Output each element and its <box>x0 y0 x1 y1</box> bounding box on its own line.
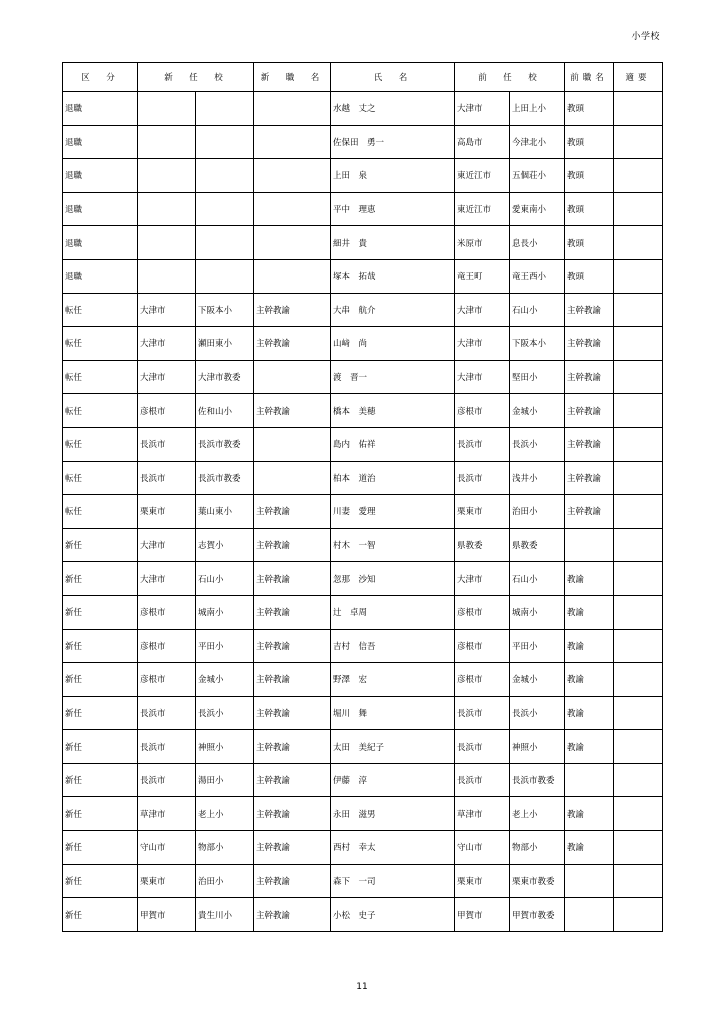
cell-new-city: 大津市 <box>138 293 196 327</box>
cell-prev-title: 主幹教諭 <box>565 461 614 495</box>
cell-note <box>614 327 663 361</box>
cell-note <box>614 461 663 495</box>
table-row <box>63 360 663 394</box>
cell-note <box>614 898 663 932</box>
cell-prev-title: 教諭 <box>565 562 614 596</box>
cell-note <box>614 864 663 898</box>
cell-kubun: 新任 <box>63 763 138 797</box>
cell-new-city <box>138 226 196 260</box>
cell-prev-school: 下阪本小 <box>510 327 565 361</box>
page-number: 11 <box>356 982 368 992</box>
table-row <box>63 797 663 831</box>
cell-new-school: 物部小 <box>196 831 254 865</box>
cell-kubun: 新任 <box>63 898 138 932</box>
cell-new-school: 長浜小 <box>196 696 254 730</box>
cell-name: 川妻 愛理 <box>331 495 455 529</box>
header-new-school: 新 任 校 <box>138 63 254 92</box>
category-label: 小学校 <box>631 32 660 42</box>
cell-new-school: 神照小 <box>196 730 254 764</box>
header-note: 適要 <box>614 63 663 92</box>
cell-prev-school: 栗東市教委 <box>510 864 565 898</box>
cell-new-title <box>254 360 331 394</box>
cell-prev-city: 彦根市 <box>455 394 510 428</box>
cell-prev-title: 主幹教諭 <box>565 427 614 461</box>
cell-prev-school: 石山小 <box>510 293 565 327</box>
cell-new-title: 主幹教諭 <box>254 595 331 629</box>
cell-prev-title: 教頭 <box>565 159 614 193</box>
cell-prev-school: 石山小 <box>510 562 565 596</box>
cell-new-title: 主幹教諭 <box>254 293 331 327</box>
cell-prev-city: 竜王町 <box>455 259 510 293</box>
table-row <box>63 259 663 293</box>
cell-prev-title: 教頭 <box>565 125 614 159</box>
table-row <box>63 159 663 193</box>
cell-note <box>614 394 663 428</box>
cell-new-title <box>254 461 331 495</box>
table-row <box>63 562 663 596</box>
cell-name: 森下 一司 <box>331 864 455 898</box>
cell-name: 柏本 道治 <box>331 461 455 495</box>
cell-new-city: 大津市 <box>138 528 196 562</box>
cell-note <box>614 663 663 697</box>
cell-kubun: 退職 <box>63 259 138 293</box>
cell-new-title: 主幹教諭 <box>254 864 331 898</box>
cell-prev-school: 治田小 <box>510 495 565 529</box>
header-new-title: 新 職 名 <box>254 63 331 92</box>
cell-new-school: 大津市教委 <box>196 360 254 394</box>
cell-new-title <box>254 92 331 126</box>
cell-prev-title: 教諭 <box>565 629 614 663</box>
cell-name: 小松 史子 <box>331 898 455 932</box>
cell-new-school: 長浜市教委 <box>196 427 254 461</box>
cell-name: 永田 滋男 <box>331 797 455 831</box>
table-row <box>63 293 663 327</box>
cell-prev-title <box>565 528 614 562</box>
table-row <box>63 495 663 529</box>
cell-note <box>614 595 663 629</box>
cell-note <box>614 797 663 831</box>
cell-new-city: 彦根市 <box>138 595 196 629</box>
cell-prev-city: 県教委 <box>455 528 510 562</box>
cell-note <box>614 92 663 126</box>
cell-name: 堀川 舞 <box>331 696 455 730</box>
cell-new-title: 主幹教諭 <box>254 663 331 697</box>
cell-kubun: 新任 <box>63 629 138 663</box>
cell-new-title <box>254 192 331 226</box>
cell-new-school: 老上小 <box>196 797 254 831</box>
cell-kubun: 退職 <box>63 192 138 226</box>
cell-note <box>614 629 663 663</box>
cell-kubun: 転任 <box>63 293 138 327</box>
cell-prev-title <box>565 864 614 898</box>
table-row <box>63 831 663 865</box>
cell-prev-city: 東近江市 <box>455 159 510 193</box>
cell-prev-title: 教諭 <box>565 663 614 697</box>
cell-prev-school: 今津北小 <box>510 125 565 159</box>
table-header-row <box>63 63 663 92</box>
header-kubun: 区 分 <box>63 63 138 92</box>
cell-prev-school: 県教委 <box>510 528 565 562</box>
cell-name: 西村 幸太 <box>331 831 455 865</box>
cell-name: 辻 卓周 <box>331 595 455 629</box>
cell-new-city <box>138 125 196 159</box>
cell-note <box>614 125 663 159</box>
cell-prev-title: 教諭 <box>565 696 614 730</box>
cell-new-title: 主幹教諭 <box>254 696 331 730</box>
cell-note <box>614 226 663 260</box>
cell-new-school: 貴生川小 <box>196 898 254 932</box>
cell-kubun: 新任 <box>63 797 138 831</box>
cell-name: 水越 丈之 <box>331 92 455 126</box>
cell-new-title: 主幹教諭 <box>254 562 331 596</box>
cell-new-title <box>254 125 331 159</box>
cell-prev-school: 物部小 <box>510 831 565 865</box>
cell-kubun: 新任 <box>63 696 138 730</box>
cell-note <box>614 192 663 226</box>
cell-name: 渡 晋一 <box>331 360 455 394</box>
cell-prev-school: 浅井小 <box>510 461 565 495</box>
cell-prev-school: 金城小 <box>510 394 565 428</box>
cell-kubun: 退職 <box>63 125 138 159</box>
cell-prev-city: 大津市 <box>455 327 510 361</box>
table-row <box>63 125 663 159</box>
cell-prev-school: 五個荘小 <box>510 159 565 193</box>
cell-kubun: 新任 <box>63 528 138 562</box>
cell-prev-title: 主幹教諭 <box>565 360 614 394</box>
cell-new-title: 主幹教諭 <box>254 327 331 361</box>
cell-new-city: 草津市 <box>138 797 196 831</box>
cell-kubun: 新任 <box>63 562 138 596</box>
cell-prev-school: 息長小 <box>510 226 565 260</box>
cell-new-city: 大津市 <box>138 360 196 394</box>
cell-note <box>614 293 663 327</box>
cell-kubun: 転任 <box>63 427 138 461</box>
cell-name: 山﨑 尚 <box>331 327 455 361</box>
table-row <box>63 327 663 361</box>
cell-kubun: 新任 <box>63 663 138 697</box>
cell-new-school: 石山小 <box>196 562 254 596</box>
cell-prev-city: 長浜市 <box>455 763 510 797</box>
cell-new-title <box>254 427 331 461</box>
cell-prev-school: 老上小 <box>510 797 565 831</box>
cell-new-title: 主幹教諭 <box>254 763 331 797</box>
cell-prev-school: 愛東南小 <box>510 192 565 226</box>
cell-prev-school: 城南小 <box>510 595 565 629</box>
cell-new-city: 彦根市 <box>138 663 196 697</box>
cell-name: 吉村 信吾 <box>331 629 455 663</box>
cell-new-title: 主幹教諭 <box>254 528 331 562</box>
cell-new-school: 金城小 <box>196 663 254 697</box>
cell-prev-city: 長浜市 <box>455 427 510 461</box>
cell-new-city: 彦根市 <box>138 394 196 428</box>
header-prev-title: 前職名 <box>565 63 614 92</box>
cell-note <box>614 562 663 596</box>
cell-new-city <box>138 92 196 126</box>
cell-new-title <box>254 259 331 293</box>
cell-prev-city: 大津市 <box>455 293 510 327</box>
cell-new-city: 彦根市 <box>138 629 196 663</box>
cell-new-school <box>196 125 254 159</box>
table-row <box>63 864 663 898</box>
cell-name: 平中 理恵 <box>331 192 455 226</box>
cell-note <box>614 427 663 461</box>
cell-prev-title: 教諭 <box>565 831 614 865</box>
cell-prev-city: 守山市 <box>455 831 510 865</box>
cell-kubun: 退職 <box>63 226 138 260</box>
cell-kubun: 転任 <box>63 327 138 361</box>
cell-name: 野澤 宏 <box>331 663 455 697</box>
cell-name: 細井 貴 <box>331 226 455 260</box>
cell-name: 太田 美紀子 <box>331 730 455 764</box>
cell-note <box>614 730 663 764</box>
table-row <box>63 427 663 461</box>
cell-note <box>614 360 663 394</box>
cell-prev-title: 主幹教諭 <box>565 327 614 361</box>
cell-prev-city: 東近江市 <box>455 192 510 226</box>
cell-prev-school: 神照小 <box>510 730 565 764</box>
cell-prev-title <box>565 763 614 797</box>
cell-prev-title <box>565 898 614 932</box>
cell-new-city: 長浜市 <box>138 730 196 764</box>
cell-prev-city: 長浜市 <box>455 696 510 730</box>
cell-new-city: 栗東市 <box>138 495 196 529</box>
cell-new-school <box>196 259 254 293</box>
cell-new-school: 長浜市教委 <box>196 461 254 495</box>
cell-prev-city: 栗東市 <box>455 495 510 529</box>
cell-new-city: 栗東市 <box>138 864 196 898</box>
table-row <box>63 461 663 495</box>
table-body <box>63 92 663 932</box>
cell-prev-city: 草津市 <box>455 797 510 831</box>
cell-kubun: 転任 <box>63 394 138 428</box>
cell-prev-school: 金城小 <box>510 663 565 697</box>
cell-prev-title: 教頭 <box>565 92 614 126</box>
cell-kubun: 退職 <box>63 92 138 126</box>
cell-new-school: 城南小 <box>196 595 254 629</box>
cell-new-school: 平田小 <box>196 629 254 663</box>
table-row <box>63 226 663 260</box>
cell-name: 忽那 沙知 <box>331 562 455 596</box>
cell-kubun: 新任 <box>63 831 138 865</box>
table-row <box>63 629 663 663</box>
cell-kubun: 転任 <box>63 495 138 529</box>
cell-new-school: 湯田小 <box>196 763 254 797</box>
cell-new-city: 長浜市 <box>138 461 196 495</box>
cell-kubun: 新任 <box>63 730 138 764</box>
cell-prev-city: 彦根市 <box>455 663 510 697</box>
cell-prev-city: 長浜市 <box>455 730 510 764</box>
cell-name: 上田 泉 <box>331 159 455 193</box>
cell-new-city: 大津市 <box>138 327 196 361</box>
cell-new-school <box>196 159 254 193</box>
cell-new-school <box>196 92 254 126</box>
table-row <box>63 92 663 126</box>
cell-note <box>614 159 663 193</box>
cell-kubun: 新任 <box>63 864 138 898</box>
cell-prev-school: 長浜小 <box>510 427 565 461</box>
cell-new-city: 大津市 <box>138 562 196 596</box>
cell-kubun: 退職 <box>63 159 138 193</box>
cell-name: 大串 航介 <box>331 293 455 327</box>
personnel-table <box>62 62 663 932</box>
cell-new-school: 下阪本小 <box>196 293 254 327</box>
cell-prev-title: 教頭 <box>565 192 614 226</box>
cell-new-school: 志賀小 <box>196 528 254 562</box>
cell-name: 塚本 拓哉 <box>331 259 455 293</box>
cell-prev-title: 主幹教諭 <box>565 495 614 529</box>
cell-prev-city: 米原市 <box>455 226 510 260</box>
cell-prev-title: 主幹教諭 <box>565 394 614 428</box>
cell-new-school: 佐和山小 <box>196 394 254 428</box>
cell-note <box>614 763 663 797</box>
cell-name: 佐保田 勇一 <box>331 125 455 159</box>
table-row <box>63 528 663 562</box>
cell-new-title <box>254 159 331 193</box>
cell-new-title: 主幹教諭 <box>254 797 331 831</box>
cell-prev-title: 教頭 <box>565 259 614 293</box>
cell-new-title: 主幹教諭 <box>254 898 331 932</box>
cell-prev-city: 大津市 <box>455 360 510 394</box>
cell-new-city <box>138 259 196 293</box>
cell-new-title: 主幹教諭 <box>254 730 331 764</box>
cell-prev-title: 主幹教諭 <box>565 293 614 327</box>
cell-new-title: 主幹教諭 <box>254 394 331 428</box>
cell-note <box>614 831 663 865</box>
cell-prev-title: 教諭 <box>565 595 614 629</box>
cell-prev-school: 上田上小 <box>510 92 565 126</box>
cell-new-city <box>138 192 196 226</box>
cell-prev-city: 甲賀市 <box>455 898 510 932</box>
table-row <box>63 595 663 629</box>
cell-note <box>614 696 663 730</box>
cell-note <box>614 259 663 293</box>
cell-new-city: 長浜市 <box>138 763 196 797</box>
header-prev-school: 前 任 校 <box>455 63 565 92</box>
header-name: 氏 名 <box>331 63 455 92</box>
table-row <box>63 192 663 226</box>
cell-prev-school: 長浜市教委 <box>510 763 565 797</box>
cell-new-city: 守山市 <box>138 831 196 865</box>
cell-new-school: 葉山東小 <box>196 495 254 529</box>
cell-prev-school: 長浜小 <box>510 696 565 730</box>
table-row <box>63 663 663 697</box>
cell-new-city: 甲賀市 <box>138 898 196 932</box>
cell-prev-title: 教諭 <box>565 730 614 764</box>
table-row <box>63 898 663 932</box>
cell-new-title <box>254 226 331 260</box>
table-row <box>63 394 663 428</box>
cell-new-city: 長浜市 <box>138 696 196 730</box>
cell-prev-city: 栗東市 <box>455 864 510 898</box>
cell-name: 橋本 美穂 <box>331 394 455 428</box>
cell-kubun: 転任 <box>63 360 138 394</box>
table-row <box>63 763 663 797</box>
cell-prev-school: 竜王西小 <box>510 259 565 293</box>
cell-new-school: 瀬田東小 <box>196 327 254 361</box>
cell-name: 村木 一智 <box>331 528 455 562</box>
cell-prev-school: 平田小 <box>510 629 565 663</box>
cell-prev-city: 長浜市 <box>455 461 510 495</box>
cell-name: 島内 佑祥 <box>331 427 455 461</box>
cell-name: 伊藤 淳 <box>331 763 455 797</box>
cell-prev-title: 教頭 <box>565 226 614 260</box>
cell-note <box>614 528 663 562</box>
cell-new-title: 主幹教諭 <box>254 495 331 529</box>
cell-prev-city: 大津市 <box>455 562 510 596</box>
cell-prev-title: 教諭 <box>565 797 614 831</box>
cell-prev-city: 彦根市 <box>455 629 510 663</box>
cell-new-city: 長浜市 <box>138 427 196 461</box>
cell-prev-school: 甲賀市教委 <box>510 898 565 932</box>
cell-new-title: 主幹教諭 <box>254 629 331 663</box>
cell-new-school <box>196 192 254 226</box>
table-row <box>63 730 663 764</box>
cell-new-title: 主幹教諭 <box>254 831 331 865</box>
cell-kubun: 新任 <box>63 595 138 629</box>
cell-prev-city: 彦根市 <box>455 595 510 629</box>
cell-note <box>614 495 663 529</box>
cell-new-city <box>138 159 196 193</box>
cell-kubun: 転任 <box>63 461 138 495</box>
cell-new-school: 治田小 <box>196 864 254 898</box>
table-row <box>63 696 663 730</box>
cell-prev-city: 大津市 <box>455 92 510 126</box>
cell-new-school <box>196 226 254 260</box>
cell-prev-school: 堅田小 <box>510 360 565 394</box>
cell-prev-city: 高島市 <box>455 125 510 159</box>
